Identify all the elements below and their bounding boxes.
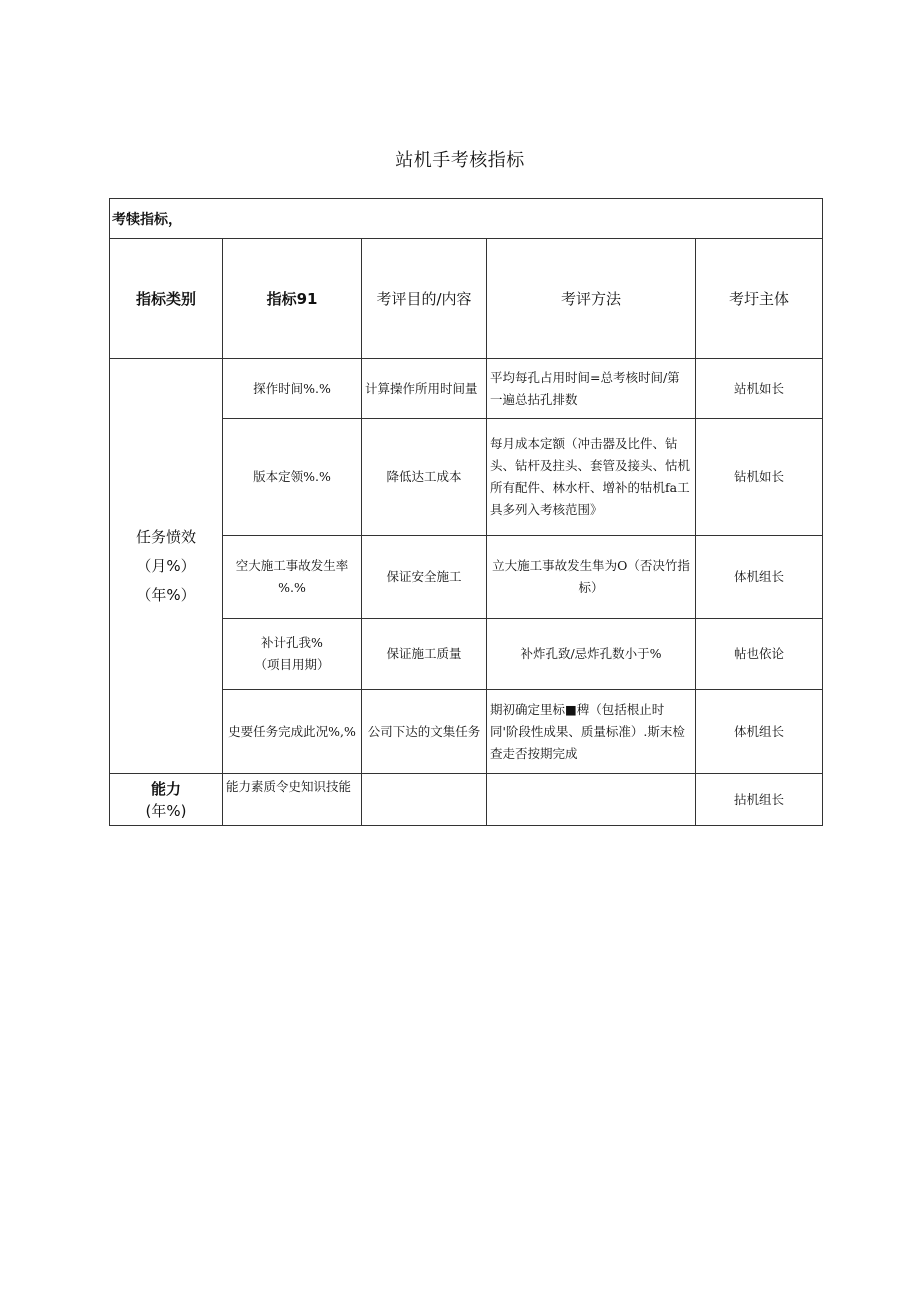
purpose-cell: 降低达工成本: [362, 419, 487, 536]
purpose-cell: 公司下达的文集任务: [362, 690, 487, 774]
evaluator-cell: 体机组长: [696, 690, 823, 774]
category-task-line2: （月%）: [136, 556, 196, 575]
header-category: 指标类别: [110, 239, 223, 359]
category-ability: [110, 774, 223, 826]
method-cell: 补炸孔致/忌炸孔数小于%: [487, 619, 696, 690]
indicator-cell: [223, 619, 362, 690]
category-ability-line1: 能力: [150, 779, 181, 798]
header-purpose: 考评目的/内容: [362, 239, 487, 359]
table-row: [110, 774, 823, 826]
evaluator-cell: 帖也依论: [696, 619, 823, 690]
indicator-cell: 探作时间%.%: [223, 359, 362, 419]
kpi-table: [109, 198, 823, 826]
category-ability-line2: (年%): [145, 801, 187, 820]
category-task: [110, 359, 223, 774]
section-label: 考犊指标，: [110, 199, 823, 239]
evaluator-cell: 体机组长: [696, 536, 823, 619]
header-evaluator: 考圩主体: [696, 239, 823, 359]
header-row: [110, 239, 823, 359]
indicator-line1: 补计孔我%: [261, 635, 323, 650]
indicator-line2: （项目用期）: [254, 657, 330, 672]
category-task-line3: （年%）: [136, 585, 196, 604]
indicator-cell: 能力素质令史知识技能: [223, 774, 362, 826]
indicator-line2: %.%: [278, 580, 306, 595]
page-title: 站机手考核指标: [395, 150, 525, 171]
indicator-cell: [223, 536, 362, 619]
method-cell: 平均每孔占用时间=总考核时间/第一遍总拈孔排数: [487, 359, 696, 419]
indicator-line1: 空大施工事故发生率: [235, 558, 349, 573]
table-row: [110, 359, 823, 419]
method-cell: 每月成本定额（冲击器及比件、钻头、钻杆及拄头、套管及接头、怙机所有配件、林水杆、增补的牯机fa工具多列入考核范围》: [487, 419, 696, 536]
purpose-cell: [362, 774, 487, 826]
evaluator-cell: 站机如长: [696, 359, 823, 419]
evaluator-cell: 钻机如长: [696, 419, 823, 536]
method-cell: 立大施工事故发生隼为O（否决竹指标）: [487, 536, 696, 619]
method-cell: [487, 774, 696, 826]
evaluator-cell: 拈机组长: [696, 774, 823, 826]
category-task-line1: 任务愤效: [135, 527, 196, 546]
header-indicator: 指标91: [223, 239, 362, 359]
indicator-cell: 史要任务完成此况%,%: [223, 690, 362, 774]
purpose-cell: 计算操作所用时间量: [362, 359, 487, 419]
indicator-cell: 版本定领%.%: [223, 419, 362, 536]
header-method: 考评方法: [487, 239, 696, 359]
purpose-cell: 保证施工质量: [362, 619, 487, 690]
purpose-cell: 保证安全施工: [362, 536, 487, 619]
method-cell: 期初确定里标■稗（包括根止时同'阶段性成果、质量标准）.斯末检查走否按期完成: [487, 690, 696, 774]
section-row: [110, 199, 823, 239]
